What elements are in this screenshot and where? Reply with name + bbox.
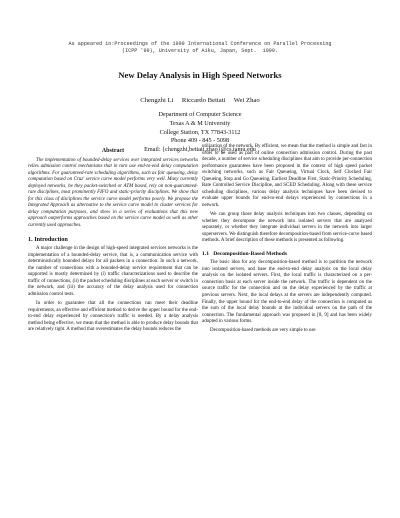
intro-paragraph-2: In order to guarantee that all the connections can meet their deadline requirements, an effective and efficient method to derive the upper bound for the end-to-end delay experienced by connection's traffic is needed. By a delay analysis method being effective, we mean that the method is able to produce delay bounds that are relatively tight. A method that overestimates the delay bounds reduces the bbox=[28, 300, 198, 333]
section-1-1-heading: 1.1 Decomposition-Based Methods bbox=[202, 250, 287, 257]
decomposition-paragraph-1: The basic idea for any decomposition-based method is to partition the network into isolated servers, and base the end-to-end delay analysis on the local delay analysis on the isolated servers. First, the local traffic is characterized on a per-connection basis at each server inside the network. The traffic is dependent on the source traffic for the connection and on the delay experienced by the traffic at previous servers. Next, the local delays at the servers are independently computed. Finally, the upper bound for the end-to-end delay of the connection is computed as the sum of the local delay bounds at the individual servers on the path of the connection. The fundamental approach was proposed in [8, 9] and has been widely adopted in various forms. bbox=[202, 260, 372, 325]
proceedings-note-line-1: As appeared in:Proceedings of the 1999 International Conference on Parallel Processing bbox=[68, 41, 332, 47]
proceedings-note bbox=[0, 41, 400, 55]
intro-paragraph-2-continued: utilization of the network. By efficient, we mean that the method is simple and fast in order to be used as part of online connection admission control. During the past decade, a number of service scheduling disciplines that aim to provide per-connection performance guarantees have been proposed in the context of high speed packet switching networks, such as Fair Queueing, Virtual Clock, Self Clocked Fair Queueing, Stop and Go Queueing, Earliest Deadline First, Static-Priority Scheduling, Rate Controlled Service Discipline, and SCED Scheduling. Along with these service scheduling disciplines, various delay analysis techniques have been devised to evaluate upper bounds for end-to-end delays experienced by connections in a network. bbox=[202, 144, 372, 208]
decomposition-paragraph-2: Decomposition-based methods are very simple to use bbox=[210, 328, 316, 334]
intro-paragraph-1: A major challenge in the design of high-speed integrated services networks is the implementation of a bounded-delay service, that is, a communication service with deterministically bounded delays for all packets in a connection. In such a network, the number of connections with a bounded-delay service requirement that can be supported is mostly determined by (i) traffic characterizations used to describe the traffic of connections, (ii) the packet scheduling disciplines at each server or switch in the network, and (iii) the accuracy of the delay analysis used for connection admission control tests. bbox=[28, 246, 198, 297]
affiliation-phone: Phone 409 - 845 - 5098 bbox=[170, 137, 230, 145]
abstract-body: The implementation of bounded-delay services over integrated services networks relies admission control mechanisms that in turn use end-to-end delay computation algorithms. For guaranteed-rate scheduling algorithms, such as fair queueing, delay computation based on Cruz' service curve model performs very well. Many currently deployed networks, be they packet-switched or ATM based, rely on non-guaranteed-rate disciplines, most prominently FIFO and static-priority disciplines. We show that for this class of disciplines the service curve model performs poorly. We propose the Integrated Approach as alternative to the service curve model to cluster services for delay computation purposes, and show in a series of evaluations that this new approach outperforms approaches based on the service curve model as well as other currently used approaches. bbox=[28, 157, 198, 229]
right-column bbox=[202, 144, 372, 337]
affiliation-email: Email: {chengzhi,bettati,zhao}@cs.tamu.edu bbox=[144, 146, 256, 154]
affiliation-university: Texas A & M University bbox=[169, 119, 231, 127]
proceedings-note-line-2: (ICPP '99), University of Aiku, Japan, Sept. 1999. bbox=[122, 48, 278, 54]
paper-title: New Delay Analysis in High Speed Networks bbox=[118, 70, 282, 80]
left-column bbox=[28, 148, 198, 336]
affiliation-department: Department of Computer Science bbox=[158, 111, 242, 118]
section-1-heading: 1. Introduction bbox=[28, 235, 68, 243]
abstract-heading: Abstract bbox=[101, 148, 125, 154]
authors: Chengzhi Li Riccardo Bettati Wei Zhao bbox=[140, 97, 260, 104]
intro-paragraph-3: We can group those delay analysis techniques into two classes, depending on whether they decompose the network into isolated servers that are analyzed separately, or whether they integrate individual servers in the network into larger superservers. We distinguish therefore decomposition-based from service-curve based methods. A brief description of these methods is presented as following. bbox=[202, 211, 372, 244]
affiliation-city: College Station, TX 77843-3112 bbox=[159, 128, 241, 136]
